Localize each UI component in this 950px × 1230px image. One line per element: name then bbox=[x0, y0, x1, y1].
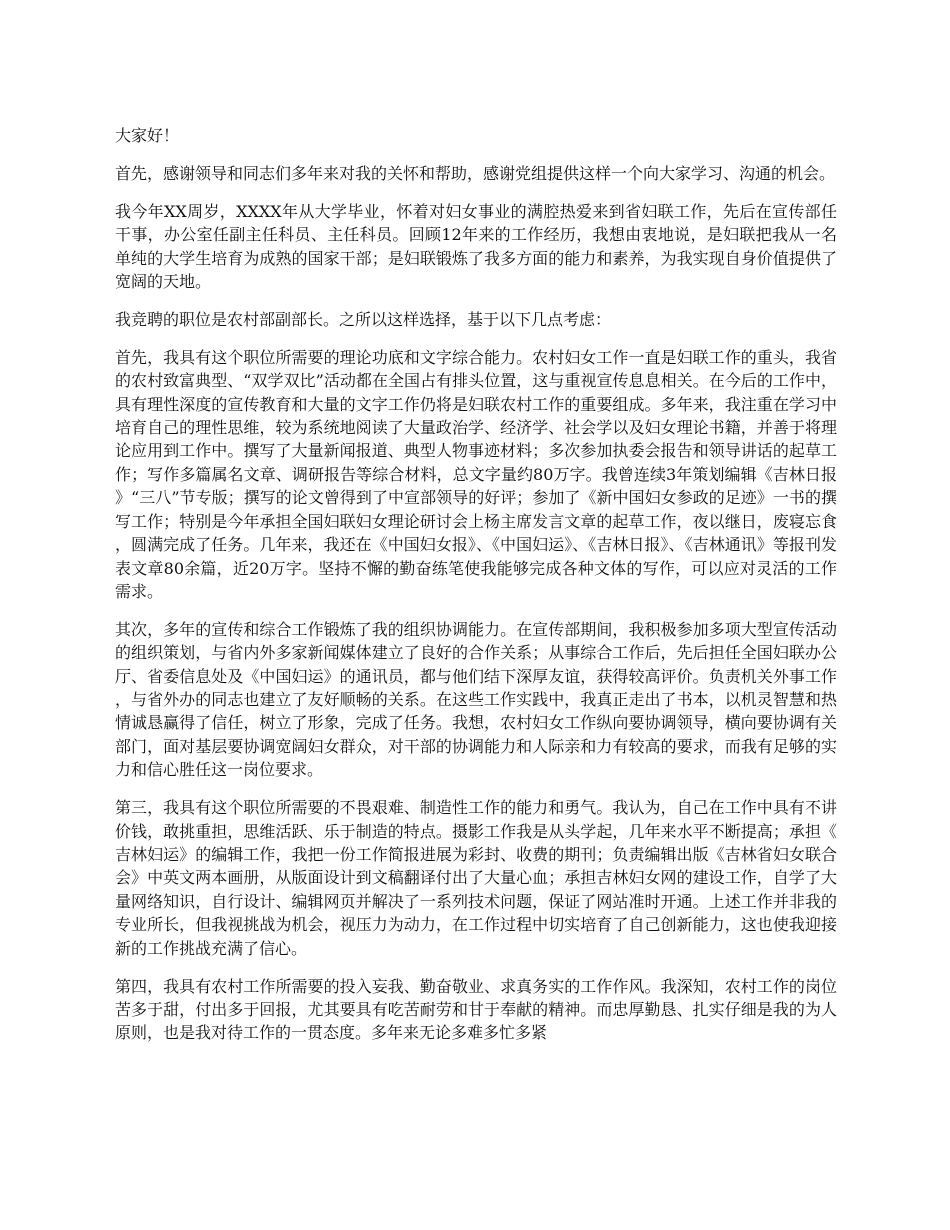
reason-two-paragraph: 其次，多年的宣传和综合工作锻炼了我的组织协调能力。在宣传部期间，我积极参加多项大型宣传活动的组织策划，与省内外多家新闻媒体建立了良好的合作关系；从事综合工作后，先后担任全国妇联办公厅、省委信息处及《中国妇运》的通讯员，都与他们结下深厚友谊，获得较高评价。负责机关外事工作，与省外办的同志也建立了友好顺畅的关系。在这些工作实践中，我真正走出了书本，以机灵智慧和热情诚恳赢得了信任，树立了形象，完成了任务。我想，农村妇女工作纵向要协调领导，横向要协调有关部门，面对基层要协调宽阔妇女群众，对干部的协调能力和人际亲和力有较高的要求，而我有足够的实力和信心胜任这一岗位要求。 bbox=[115, 619, 837, 780]
greeting-paragraph: 大家好！ bbox=[115, 126, 180, 145]
document-body bbox=[115, 124, 837, 1045]
reason-three-paragraph: 第三，我具有这个职位所需要的不畏艰难、制造性工作的能力和勇气。我认为，自己在工作中具有不讲价钱，敢挑重担，思维活跃、乐于制造的特点。摄影工作我是从头学起，几年来水平不断提高；承担《吉林妇运》的编辑工作，我把一份工作简报进展为彩封、收费的期刊；负责编辑出版《吉林省妇女联合会》中英文两本画册，从版面设计到文稿翻译付出了大量心血；承担吉林妇女网的建设工作，自学了大量网络知识，自行设计、编辑网页并解决了一系列技术问题，保证了网站准时开通。上述工作并非我的专业所长，但我视挑战为机会，视压力为动力，在工作过程中切实培育了自己创新能力，这也使我迎接新的工作挑战充满了信心。 bbox=[115, 798, 837, 958]
reason-four-paragraph: 第四，我具有农村工作所需要的投入妄我、勤奋敬业、求真务实的工作作风。我深知，农村工作的岗位苦多于甜，付出多于回报，尤其要具有吃苦耐劳和甘于奉献的精神。而忠厚勤恳、扎实仔细是我的为人原则，也是我对待工作的一贯态度。多年来无论多难多忙多紧 bbox=[115, 976, 837, 1043]
background-paragraph: 我今年XX周岁，XXXX年从大学毕业，怀着对妇女事业的满腔热爱来到省妇联工作，先后在宣传部任干事，办公室任副主任科员、主任科员。回顾12年来的工作经历，我想由衷地说，是妇联把我从一名单纯的大学生培育为成熟的国家干部；是妇联锻炼了我多方面的能力和素养，为我实现自身价值提供了宽阔的天地。 bbox=[115, 201, 837, 292]
reason-one-paragraph: 首先，我具有这个职位所需要的理论功底和文字综合能力。农村妇女工作一直是妇联工作的重头，我省的农村致富典型、“双学双比”活动都在全国占有排头位置，这与重视宣传息息相关。在今后的工作中，具有理性深度的宣传教育和大量的文字工作仍将是妇联农村工作的重要组成。多年来，我注重在学习中培育自己的理性思维，较为系统地阅读了大量政治学、经济学、社会学以及妇女理论书籍，并善于将理论应用到工作中。撰写了大量新闻报道、典型人物事迹材料；多次参加执委会报告和领导讲话的起草工作；写作多篇属名文章、调研报告等综合材料，总文字量约80万字。我曾连续3年策划编辑《吉林日报》“三八”节专版；撰写的论文曾得到了中宣部领导的好评；参加了《新中国妇女参政的足迹》一书的撰写工作；特别是今年承担全国妇联妇女理论研讨会上杨主席发言文章的起草工作，夜以继日，废寝忘食，圆满完成了任务。几年来，我还在《中国妇女报》、《中国妇运》、《吉林日报》、《吉林通讯》等报刊发表文章80余篇，近20万字。坚持不懈的勤奋练笔使我能够完成各种文体的写作，可以应对灵活的工作需求。 bbox=[115, 347, 837, 601]
thanks-paragraph: 首先，感谢领导和同志们多年来对我的关怀和帮助，感谢党组提供这样一个向大家学习、沟通的机会。 bbox=[115, 163, 836, 183]
position-paragraph: 我竞聘的职位是农村部副部长。之所以这样选择，基于以下几点考虑： bbox=[115, 309, 612, 329]
